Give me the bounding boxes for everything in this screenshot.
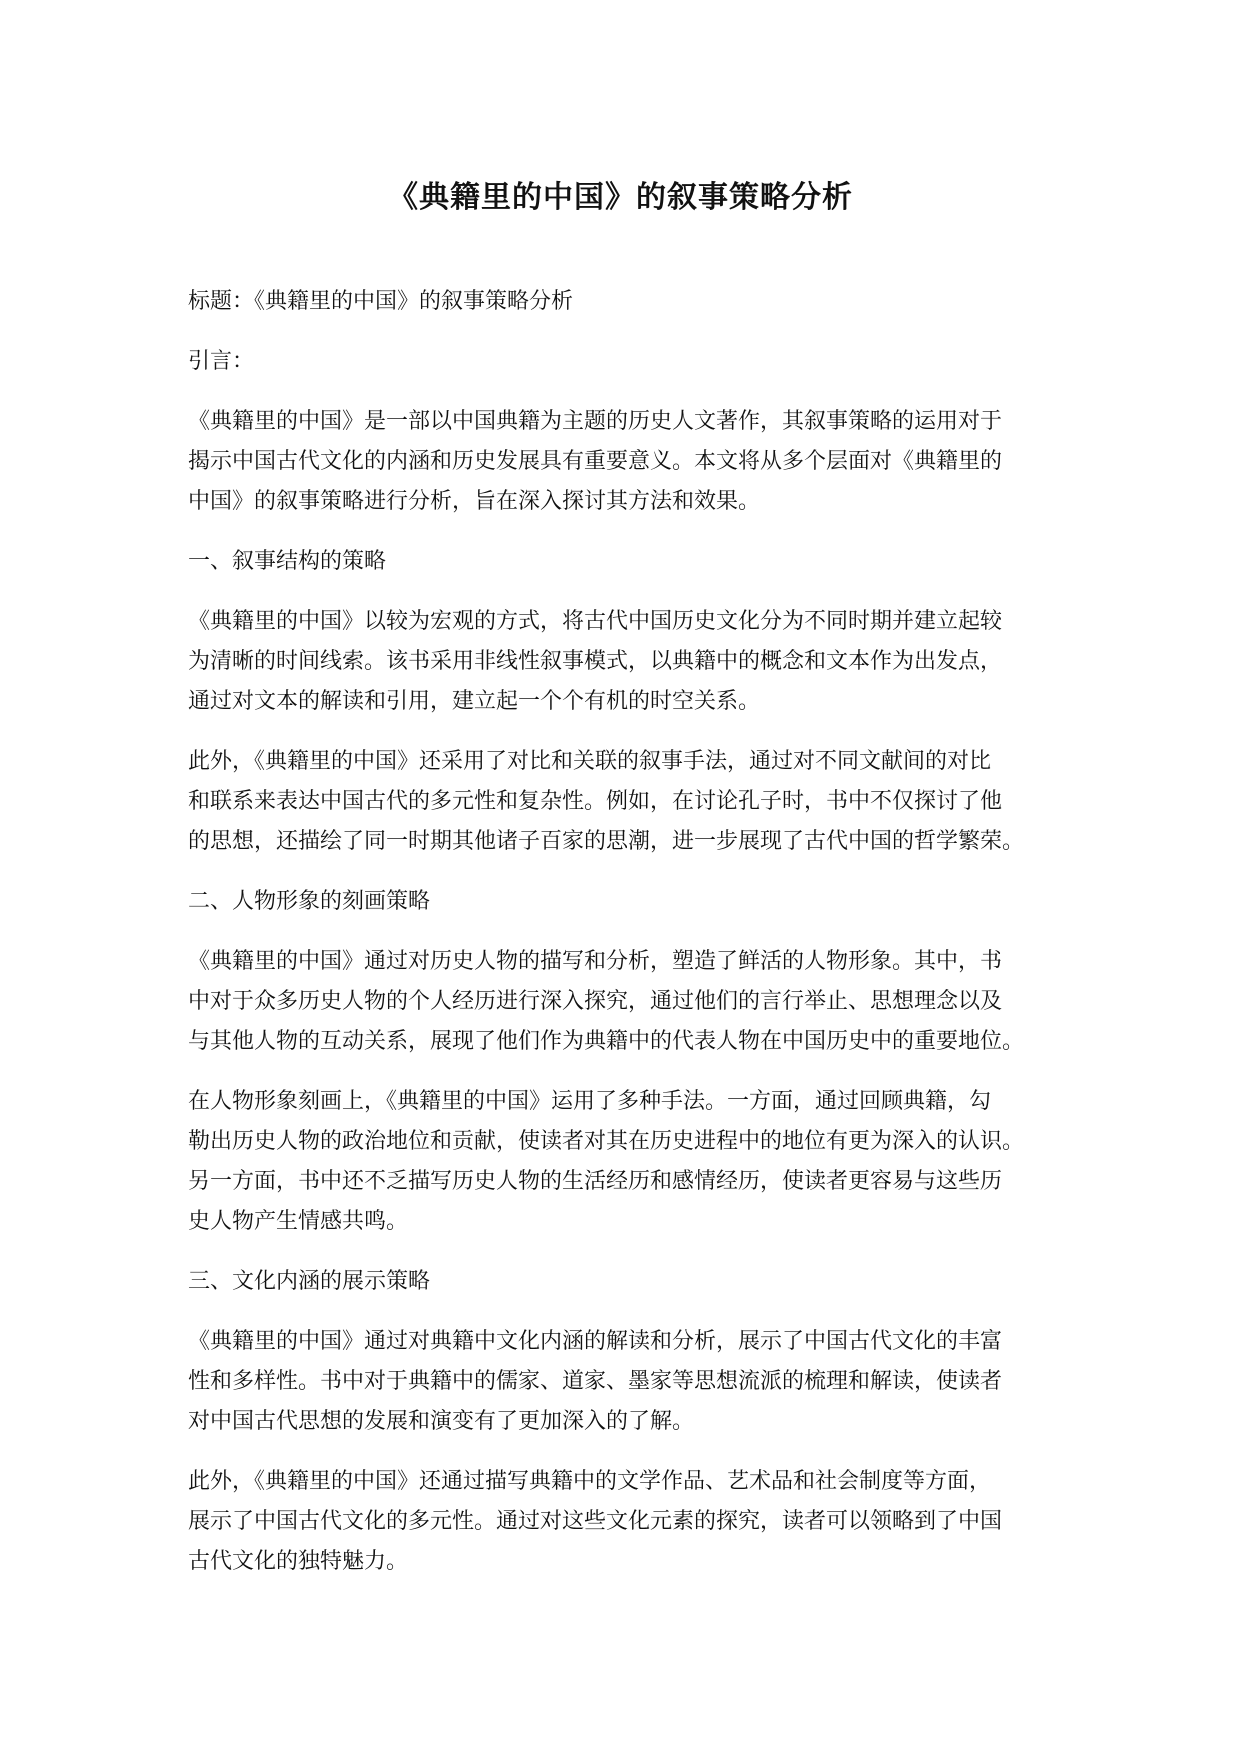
section-heading-structure: 一、叙事结构的策略 [188, 549, 387, 574]
section-paragraph: 此外，《典籍里的中国》还通过描写典籍中的文学作品、艺术品和社会制度等方面， 展示了中国古代文化的多元性。通过对这些文化元素的探究，读者可以领略到了中国 古代文化的独特魅力。 [188, 1469, 1003, 1574]
intro-label: 引言： [188, 349, 255, 374]
intro-paragraph: 《典籍里的中国》是一部以中国典籍为主题的历史人文著作，其叙事策略的运用对于 揭示中国古代文化的内涵和历史发展具有重要意义。本文将从多个层面对《典籍里的 中国》的叙事策略进行分析，旨在深入探讨其方法和效果。 [188, 409, 1003, 514]
section-paragraph: 《典籍里的中国》通过对历史人物的描写和分析，塑造了鲜活的人物形象。其中，书 中对于众多历史人物的个人经历进行深入探究，通过他们的言行举止、思想理念以及 与其他人物的互动关系，展现了他们作为典籍中的代表人物在中国历史中的重要地位。 [188, 949, 1025, 1054]
section-heading-culture: 三、文化内涵的展示策略 [188, 1269, 431, 1294]
document-body [188, 282, 1060, 1602]
subtitle-line: 标题：《典籍里的中国》的叙事策略分析 [188, 289, 574, 314]
section-heading-characters: 二、人物形象的刻画策略 [188, 889, 431, 914]
section-paragraph: 《典籍里的中国》通过对典籍中文化内涵的解读和分析，展示了中国古代文化的丰富 性和多样性。书中对于典籍中的儒家、道家、墨家等思想流派的梳理和解读，使读者 对中国古代思想的发展和演变有了更加深入的了解。 [188, 1329, 1003, 1434]
page-title: 《典籍里的中国》的叙事策略分析 [388, 180, 853, 215]
section-paragraph: 《典籍里的中国》以较为宏观的方式，将古代中国历史文化分为不同时期并建立起较 为清晰的时间线索。该书采用非线性叙事模式，以典籍中的概念和文本作为出发点， 通过对文本的解读和引用，建立起一个个有机的时空关系。 [188, 609, 1003, 714]
section-paragraph: 在人物形象刻画上，《典籍里的中国》运用了多种手法。一方面，通过回顾典籍，勾 勒出历史人物的政治地位和贡献，使读者对其在历史进程中的地位有更为深入的认识。 另一方面，书中还不乏描写历史人物的生活经历和感情经历，使读者更容易与这些历 史人物产生情感共鸣。 [188, 1089, 1025, 1234]
section-paragraph: 此外，《典籍里的中国》还采用了对比和关联的叙事手法，通过对不同文献间的对比 和联系来表达中国古代的多元性和复杂性。例如，在讨论孔子时，书中不仅探讨了他 的思想，还描绘了同一时期其他诸子百家的思潮，进一步展现了古代中国的哲学繁荣。 [188, 749, 1025, 854]
